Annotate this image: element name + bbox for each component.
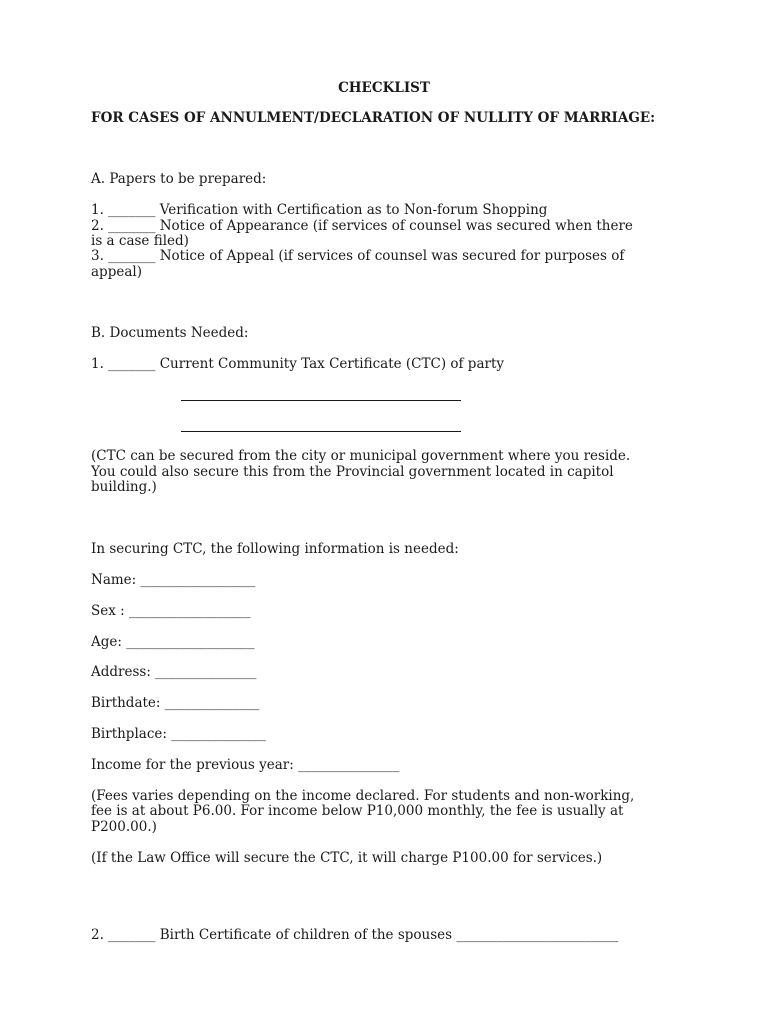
field-name: Name: _________________ [91,572,256,588]
heading-text: FOR CASES OF ANNULMENT/DECLARATION OF NULLITY OF MARRIAGE [91,110,651,126]
field-age: Age: ___________________ [91,634,255,650]
law-office-note: (If the Law Office will secure the CTC, it will charge P100.00 for services.) [91,850,603,866]
section-b-item-1: 1. _______ Current Community Tax Certificate (CTC) of party [91,356,504,372]
document-title: CHECKLIST [338,80,430,96]
blank-line-1 [181,400,461,401]
field-birthdate: Birthdate: ______________ [91,695,260,711]
fees-note-line-2: fee is at about P6.00. For income below P10,000 monthly, the fee is usually at [91,803,624,819]
blank-line-2 [181,431,461,432]
fees-note-line-1: (Fees varies depending on the income declared. For students and non-working, [91,788,635,804]
section-b-item-2: 2. _______ Birth Certificate of children of the spouses ________________________ [91,927,619,943]
field-birthplace: Birthplace: ______________ [91,726,266,742]
ctc-info-intro: In securing CTC, the following information is needed: [91,541,459,557]
section-b-title: B. Documents Needed: [91,325,249,341]
ctc-note-line-3: building.) [91,479,157,495]
field-sex: Sex : __________________ [91,603,251,619]
section-a-item-2-line-2: is a case filed) [91,233,189,249]
section-a-item-3-line-2: appeal) [91,264,142,280]
ctc-note-line-2: You could also secure this from the Provincial government located in capitol [91,464,614,480]
ctc-note-line-1: (CTC can be secured from the city or municipal government where you reside. [91,448,631,464]
section-a-item-3-line-1: 3. _______ Notice of Appeal (if services of counsel was secured for purposes of [91,248,625,264]
fees-note-line-3: P200.00.) [91,819,157,835]
section-a-title: A. Papers to be prepared: [91,171,267,187]
heading-suffix: : [650,110,656,126]
section-a-item-2-line-1: 2. _______ Notice of Appearance (if services of counsel was secured when there [91,218,633,234]
field-income: Income for the previous year: _______________ [91,757,400,773]
section-a-item-1: 1. _______ Verification with Certification as to Non-forum Shopping [91,202,548,218]
document-heading [91,110,655,126]
field-address: Address: _______________ [91,664,257,680]
